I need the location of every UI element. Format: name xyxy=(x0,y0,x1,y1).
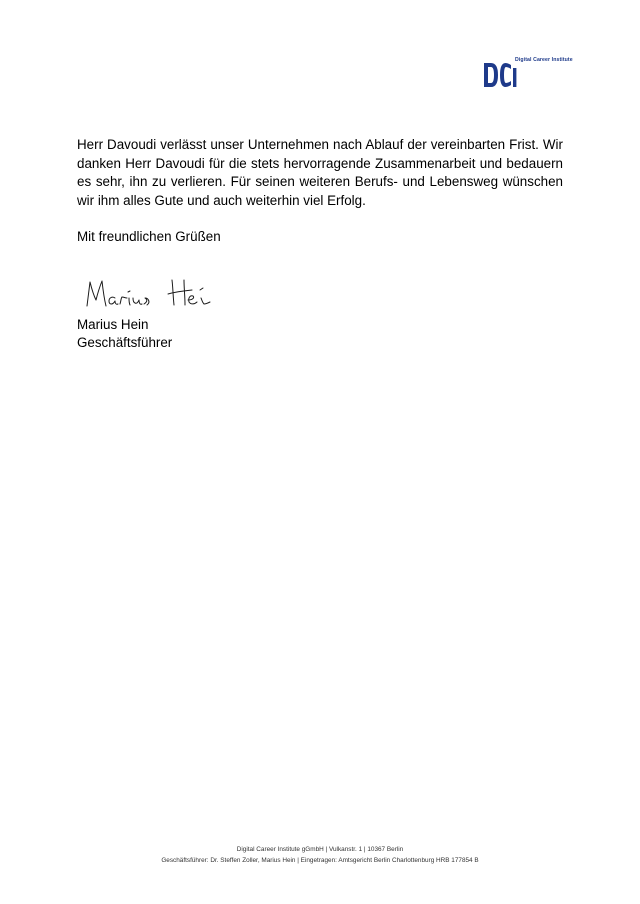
closing-greeting: Mit freundlichen Grüßen xyxy=(77,229,221,244)
body-line: danken Herr Davoudi für die stets hervorragende Zusammenarbeit und bedauern es xyxy=(77,155,563,190)
logo-text: Digital Career Institute xyxy=(515,57,573,63)
footer-address: Digital Career Institute gGmbH | Vulkanstr. 1 | 10367 Berlin xyxy=(236,846,404,853)
letter-body xyxy=(77,136,563,210)
company-logo xyxy=(482,54,582,90)
body-line: alles Gute und auch weiterhin viel Erfolg. xyxy=(123,192,366,208)
handwritten-signature xyxy=(84,276,224,312)
footer-registration: Geschäftsführer: Dr. Steffen Zoller, Marius Hein | Eingetragen: Amtsgericht Berlin Charlottenburg HRB 177854 B xyxy=(161,857,479,864)
signer-name: Marius Hein xyxy=(77,317,149,332)
body-line: sehr, ihn zu verlieren. Für seinen weiteren Berufs- und Lebensweg wünschen wir ihm xyxy=(77,174,563,208)
signer-title: Geschäftsführer xyxy=(77,335,173,350)
dci-logo-mark xyxy=(482,59,518,89)
body-line: Herr Davoudi verlässt unser Unternehmen nach Ablauf der vereinbarten Frist. Wir xyxy=(77,137,563,152)
